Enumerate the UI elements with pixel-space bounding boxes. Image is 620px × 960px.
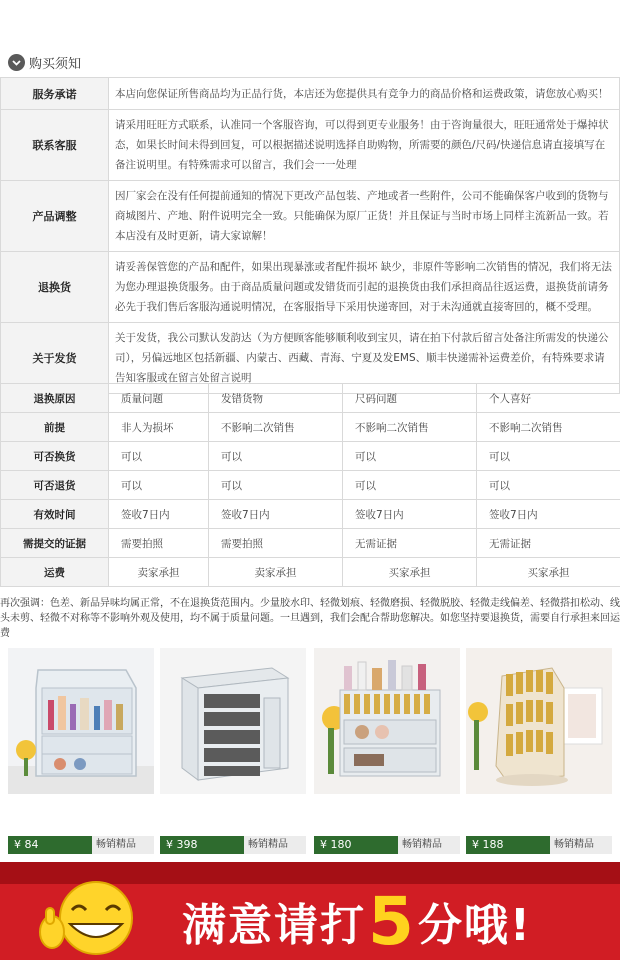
returns-cell: 非人为损坏 [109, 413, 209, 442]
returns-cell: 尺码问题 [343, 384, 477, 413]
policy-key: 产品调整 [1, 181, 109, 252]
policy-row [1, 181, 620, 252]
returns-key: 有效时间 [1, 500, 109, 529]
policy-text: 请妥善保管您的产品和配件，如果出现暴涨或者配件损坏 缺少，非原件等影响二次销售的情况，我们将无法为您办理退换货服务。由于商品质量问题或发错货而引起的退换货由我们承担商品往返运费，退换货前请务必先于我们售后客服沟通说明情况，在客服指导下采用快递寄回，对于未沟通就直接寄回的，概不受理。 [109, 252, 620, 323]
returns-key: 运费 [1, 558, 109, 587]
banner-text-post: 分哦! [417, 900, 533, 951]
product-image[interactable] [8, 648, 154, 794]
returns-cell: 可以 [209, 442, 343, 471]
returns-row [1, 413, 620, 442]
returns-cell: 需要拍照 [109, 529, 209, 558]
returns-row [1, 529, 620, 558]
policy-table [0, 77, 620, 394]
returns-row [1, 384, 620, 413]
returns-row [1, 558, 620, 587]
returns-cell: 签收7日内 [109, 500, 209, 529]
returns-cell: 买家承担 [343, 558, 477, 587]
returns-row [1, 442, 620, 471]
policy-text: 请采用旺旺方式联系，认准同一个客服咨询，可以得到更专业服务！由于咨询量很大，旺旺通常处于爆掉状态，如果长时间未得到回复，可以根据描述说明选择自助购物，所需要的颜色/尺码/快递信息请直接填写在备注说明里。有特殊需求可以留言，我们会一一处理 [109, 110, 620, 181]
policy-text: 关于发货，我公司默认发韵达（为方便顾客能够顺利收到宝贝，请在拍下付款后留言处备注所需发的快递公司），另偏远地区包括新疆、内蒙古、西藏、青海、宁夏及发EMS、顺丰快递需补运费差价，有特殊要求请告知客服或在留言处留言说明 [109, 323, 620, 394]
policy-key: 关于发货 [1, 323, 109, 394]
product-price: ¥ 398 [160, 836, 244, 854]
product-tag: 畅销精品 [92, 836, 154, 854]
policy-text: 本店向您保证所售商品均为正品行货，本店还为您提供具有竞争力的商品价格和运费政策，请您放心购买！ [109, 78, 620, 110]
policy-text: 因厂家会在没有任何提前通知的情况下更改产品包装、产地或者一些附件，公司不能确保客户收到的货物与商城图片、产地、附件说明完全一致。只能确保为原厂正货！并且保证与当时市场上同样主流新品一致。若本店没有及时更新，请大家谅解！ [109, 181, 620, 252]
returns-cell: 可以 [209, 471, 343, 500]
section-header [8, 52, 81, 72]
smiley-thumbs-up-icon [36, 872, 156, 960]
price-bar [8, 836, 154, 854]
price-bar [314, 836, 460, 854]
returns-key: 需提交的证据 [1, 529, 109, 558]
banner-text-pre: 满意请打 [182, 900, 366, 951]
product-tag: 畅销精品 [244, 836, 306, 854]
returns-key: 可否换货 [1, 442, 109, 471]
product-image[interactable] [160, 648, 306, 794]
product-card[interactable] [466, 648, 612, 851]
returns-cell: 不影响二次销售 [477, 413, 620, 442]
returns-cell: 签收7日内 [477, 500, 620, 529]
returns-table [0, 383, 620, 587]
returns-cell: 需要拍照 [209, 529, 343, 558]
returns-cell: 质量问题 [109, 384, 209, 413]
banner-number: 5 [368, 882, 416, 960]
banner-message [182, 882, 533, 960]
policy-row [1, 252, 620, 323]
product-card[interactable] [314, 648, 460, 851]
returns-cell: 可以 [477, 471, 620, 500]
returns-cell: 可以 [343, 471, 477, 500]
returns-cell: 不影响二次销售 [343, 413, 477, 442]
returns-cell: 无需证据 [477, 529, 620, 558]
policy-key: 退换货 [1, 252, 109, 323]
section-title: 购买须知 [29, 56, 82, 72]
returns-cell: 可以 [343, 442, 477, 471]
rating-banner [0, 862, 620, 960]
returns-cell: 可以 [109, 442, 209, 471]
returns-cell: 可以 [477, 442, 620, 471]
policy-row [1, 110, 620, 181]
product-tag: 畅销精品 [550, 836, 612, 854]
product-tag: 畅销精品 [398, 836, 460, 854]
returns-cell: 卖家承担 [109, 558, 209, 587]
price-bar [466, 836, 612, 854]
returns-cell: 发错货物 [209, 384, 343, 413]
product-image[interactable] [314, 648, 460, 794]
notice-text: 再次强调：色差、新品异味均属正常，不在退换货范围内。少量胶水印、轻微划痕、轻微磨损、轻微脱胶、轻微走线偏差、轻微搭扣松动、线头未剪、轻微不对称等不影响外观及使用，均不属于质量问题。一旦遇到，我们会配合帮助您解决。如您坚持要退换货，需要自行承担来回运费 [0, 598, 620, 639]
returns-key: 退换原因 [1, 384, 109, 413]
returns-cell: 买家承担 [477, 558, 620, 587]
returns-key: 前提 [1, 413, 109, 442]
policy-key: 服务承诺 [1, 78, 109, 110]
product-image[interactable] [466, 648, 612, 794]
product-grid [0, 648, 620, 858]
returns-cell: 卖家承担 [209, 558, 343, 587]
returns-cell: 无需证据 [343, 529, 477, 558]
returns-row [1, 471, 620, 500]
returns-cell: 个人喜好 [477, 384, 620, 413]
returns-cell: 不影响二次销售 [209, 413, 343, 442]
product-card[interactable] [8, 648, 154, 851]
product-card[interactable] [160, 648, 306, 851]
returns-row [1, 500, 620, 529]
returns-key: 可否退货 [1, 471, 109, 500]
returns-cell: 签收7日内 [209, 500, 343, 529]
policy-row [1, 78, 620, 110]
chevron-down-icon[interactable] [8, 54, 25, 71]
product-price: ¥ 180 [314, 836, 398, 854]
policy-key: 联系客服 [1, 110, 109, 181]
product-price: ¥ 188 [466, 836, 550, 854]
returns-cell: 签收7日内 [343, 500, 477, 529]
returns-cell: 可以 [109, 471, 209, 500]
product-price: ¥ 84 [8, 836, 92, 854]
price-bar [160, 836, 306, 854]
